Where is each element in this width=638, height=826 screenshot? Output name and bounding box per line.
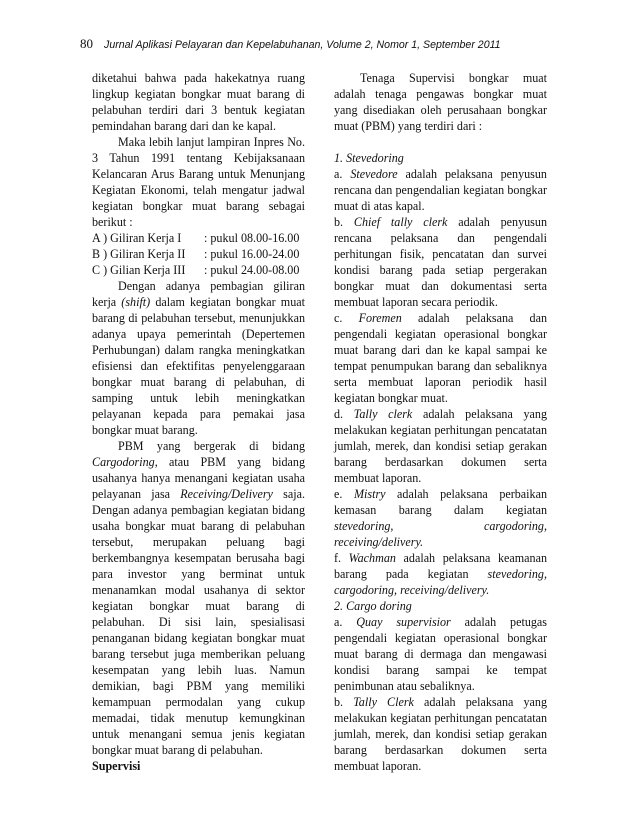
text-run-italic: (shift) xyxy=(121,295,151,309)
running-header xyxy=(80,36,580,54)
item-text: adalah pelaksana penyusun rencana dan pengendalian kegiatan bongkar muat di atas kapal. xyxy=(334,167,547,213)
list-heading-cargo-doring: 2. Cargo doring xyxy=(334,599,412,613)
item-text: adalah penyusun rencana pelaksana dan pengendali perhitungan fisik, pencatatan dan survei kondisi barang pada setiap pergerakan bongkar muat dan dokumentasi serta membuat laporan secara periodik. xyxy=(334,215,547,309)
schedule-label: A ) Giliran Kerja I xyxy=(92,231,182,245)
left-column xyxy=(92,70,305,774)
list-item-b xyxy=(334,214,547,310)
item-term: Foremen xyxy=(358,311,402,325)
text-run-italic: Receiving/Delivery xyxy=(180,487,273,501)
text-run: , atau PBM yang bidang usahanya hanya menangani kegiatan usaha pelayanan jasa xyxy=(92,455,305,501)
item-text: adalah pelaksana yang melakukan kegiatan perhitungan pencatatan jumlah, merek, dan kondisi setiap gerakan barang berdasarkan dokumen serta membuat laporan. xyxy=(334,695,547,773)
list-item-a xyxy=(334,166,547,214)
schedule-time: : pukul 16.00-24.00 xyxy=(204,247,300,261)
item-term: Stevedore xyxy=(350,167,398,181)
list-item-f xyxy=(334,550,547,598)
item-term: Chief tally clerk xyxy=(353,215,448,229)
item-text: adalah pelaksana perbaikan kemasan barang dalam kegiatan xyxy=(334,487,547,517)
item-term: Tally clerk xyxy=(353,407,413,421)
schedule-row-3 xyxy=(92,262,305,278)
item-marker: b. xyxy=(334,695,344,709)
item-term: Wachman xyxy=(348,551,396,565)
item-marker: a. xyxy=(334,167,343,181)
text-run: PBM yang bergerak di bidang xyxy=(118,439,305,453)
list-heading-stevedoring: 1. Stevedoring xyxy=(334,151,404,165)
list-item-2a xyxy=(334,614,547,694)
list-item-c xyxy=(334,310,547,406)
schedule-label: C ) Gilian Kerja III xyxy=(92,263,186,277)
item-term: Tally Clerk xyxy=(353,695,414,709)
right-column xyxy=(334,70,547,774)
item-marker: f. xyxy=(334,551,342,565)
journal-title: Jurnal Aplikasi Pelayaran dan Kepelabuhanan, Volume 2, Nomor 1, September 2011 xyxy=(104,39,501,51)
item-term: Mistry xyxy=(353,487,386,501)
paragraph-continuation: diketahui bahwa pada hakekatnya ruang lingkup kegiatan bongkar muat barang di pelabuhan terdiri dari 3 bentuk kegiatan pemindahan barang dari dan ke kapal. xyxy=(92,71,305,133)
paragraph-pbm xyxy=(92,438,305,758)
list-item-d xyxy=(334,406,547,486)
item-text-italic: stevedoring, cargodoring, receiving/delivery. xyxy=(334,519,547,549)
text-run: Dengan adanya pembagian giliran kerja xyxy=(92,279,305,309)
item-marker: a. xyxy=(334,615,343,629)
text-run-italic: Cargodoring xyxy=(92,455,155,469)
list-item-2b xyxy=(334,694,547,774)
list-item-e xyxy=(334,486,547,550)
text-run: saja. Dengan adanya pembagian kegiatan bidang usaha bongkar muat barang di pelabuhan tersebut, merupakan peluang bagi berkembangnya kesempatan berusaha bagi para investor yang berminat untuk menanamkan modal usahanya di sektor kegiatan bongkar muat barang di pelabuhan. Di sisi lain, spesialisasi penanganan bidang kegiatan bongkar muat barang tersebut juga memberikan peluang kesempatan yang lebih luas. Namun demikian, bagi PBM yang memiliki kemampuan permodalan yang cukup memadai, tidak menutup kemungkinan untuk menangani semua jenis kegiatan bongkar muat barang di pelabuhan. xyxy=(92,487,305,757)
text-run: dalam kegiatan bongkar muat barang di pelabuhan tersebut, menunjukkan adanya upaya pemerintah (Depertemen Perhubungan) dalam rangka meningkatkan efisiensi dan efektifitas penyelenggaraan bongkar muat barang di pelabuhan, di samping untuk lebih meningkatkan pelayanan kepada para pemakai jasa bongkar muat barang. xyxy=(92,295,305,437)
schedule-label: B ) Giliran Kerja II xyxy=(92,247,186,261)
item-text: adalah pelaksana yang melakukan kegiatan perhitungan pencatatan jumlah, merek, dan kondisi setiap gerakan barang berdasarkan dokumen serta membuat laporan. xyxy=(334,407,548,485)
schedule-time: : pukul 24.00-08.00 xyxy=(204,263,300,277)
item-marker: b. xyxy=(334,215,344,229)
item-text: adalah pelaksana dan pengendali kegiatan operasional bongkar muat barang dari dan ke kapal sampai ke tempat penumpukan barang dan sebaliknya serta membuat laporan periodik hasil kegiatan bongkar muat. xyxy=(334,311,547,405)
item-marker: d. xyxy=(334,407,344,421)
schedule-row-1 xyxy=(92,230,305,246)
item-text-italic: stevedoring, cargodoring, receiving/delivery. xyxy=(334,567,547,597)
section-heading-supervisi: Supervisi xyxy=(92,759,141,773)
schedule-row-2 xyxy=(92,246,305,262)
item-marker: e. xyxy=(334,487,343,501)
item-marker: c. xyxy=(334,311,343,325)
paragraph-shift xyxy=(92,278,305,438)
item-term: Quay supervisior xyxy=(356,615,451,629)
item-text: adalah pelaksana keamanan barang pada kegiatan xyxy=(334,551,547,581)
paragraph-intro: Tenaga Supervisi bongkar muat adalah tenaga pengawas bongkar muat yang disediakan oleh perusahaan bongkar muat (PBM) yang terdiri dari : xyxy=(334,71,547,133)
item-text: adalah petugas pengendali kegiatan operasional bongkar muat barang di dermaga dan mengawasi kondisi barang sampai ke tempat penimbunan atau sebaliknya. xyxy=(334,615,548,693)
paragraph-inpres: Maka lebih lanjut lampiran Inpres No. 3 Tahun 1991 tentang Kebijaksanaan Kelancaran Arus Barang untuk Menunjang Kegiatan Ekonomi, telah mengatur jadwal kegiatan bongkar muat barang sebagai berikut : xyxy=(92,135,305,229)
schedule-time: : pukul 08.00-16.00 xyxy=(204,231,300,245)
page-number: 80 xyxy=(80,36,93,51)
